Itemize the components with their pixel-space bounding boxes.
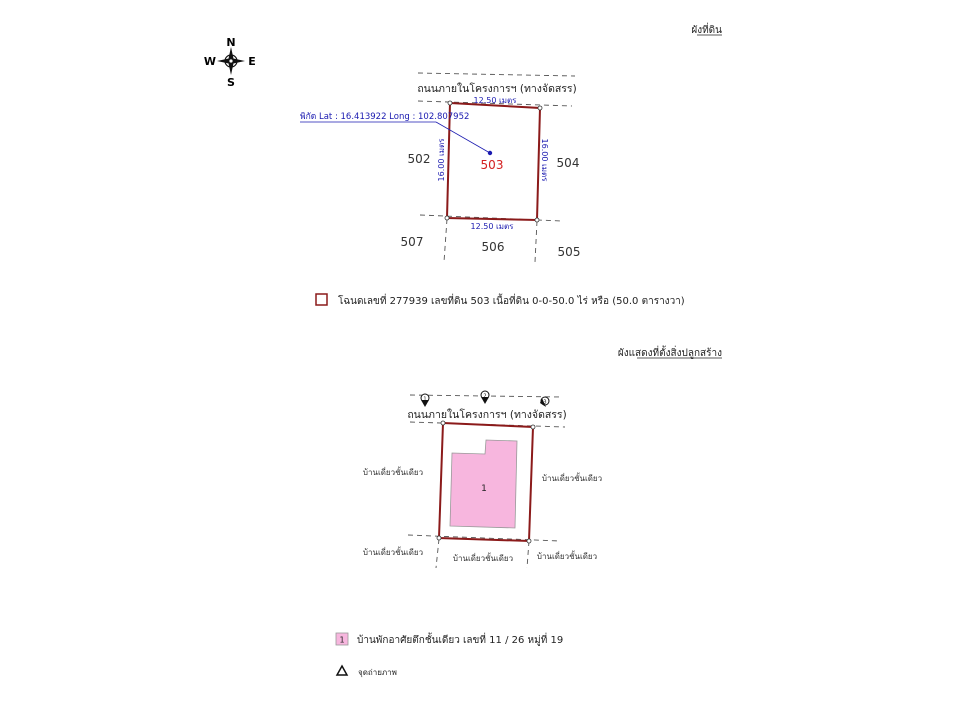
boundary-dashed-line [436,539,439,568]
building-plan [363,391,602,568]
photo-point-2-icon [481,391,489,404]
neighbor-plot-bottom: 506 [481,240,505,254]
neighbor-house-right: บ้านเดี่ยวชั้นเดียว [541,474,603,483]
boundary-marker [445,216,449,220]
compass-rose-icon [204,36,256,89]
compass-east: E [248,55,256,68]
boundary-marker [437,536,441,540]
boundary-marker [531,425,535,429]
photo-point-3-icon [540,397,549,407]
boundary-marker [527,539,531,543]
boundary-marker [441,421,445,425]
building-plan-title: ผังแสดงที่ตั้งสิ่งปลูกสร้าง [617,348,722,359]
neighbor-plot-left: 502 [407,152,431,166]
left-dimension: 16.00 เมตร [437,138,446,182]
building-legend-number: 1 [339,635,345,645]
boundary-marker [535,218,539,222]
boundary-marker [538,106,542,110]
neighbor-house-bottom-right: บ้านเดี่ยวชั้นเดียว [536,552,598,561]
building-road-label: ถนนภายในโครงการฯ (ทางจัดสรร) [407,409,567,421]
photo-point-label: 2 [483,393,487,400]
photo-point-legend-text: จุดถ่ายภาพ [358,668,397,677]
photo-point-1-icon [421,394,429,407]
coordinate-label: พิกัด Lat : 16.413922 Long : 102.807952 [300,112,470,122]
photo-point-legend-icon [337,666,347,675]
boundary-dashed-line [535,221,537,262]
boundary-dashed-line [444,219,447,262]
neighbor-plot-bottom-left: 507 [400,235,424,249]
land-road-label: ถนนภายในโครงการฯ (ทางจัดสรร) [417,83,577,95]
boundary-marker [448,101,452,105]
photo-point-label: 3 [543,399,547,406]
building-number: 1 [481,484,487,494]
neighbor-plot-right: 504 [556,156,580,170]
boundary-dashed-line [527,541,529,568]
land-plan [300,73,580,262]
compass-west: W [203,55,217,68]
land-legend [316,293,685,307]
neighbor-house-bottom-left: บ้านเดี่ยวชั้นเดียว [362,548,424,557]
right-dimension: 16.00 เมตร [540,138,549,182]
photo-point-label: 1 [423,396,427,403]
road-edge-line [418,73,575,76]
land-legend-text: โฉนดเลขที่ 277939 เลขที่ดิน 503 เนื้อที่ดิน 0-0-50.0 ไร่ หรือ (50.0 ตารางวา) [338,296,685,307]
land-legend-swatch [316,294,327,305]
plot-number: 503 [480,158,504,172]
compass-south: S [227,76,235,89]
compass-north: N [226,36,236,49]
top-dimension: 12.50 เมตร [473,96,517,105]
building-legend-text: บ้านพักอาศัยตึกชั้นเดียว เลขที่ 11 / 26 หมู่ที่ 19 [357,635,564,646]
coordinate-point-icon [488,151,492,155]
building-legend [336,632,563,677]
neighbor-plot-bottom-right: 505 [557,245,581,259]
bottom-dimension: 12.50 เมตร [470,222,514,231]
land-plan-title: ผังที่ดิน [691,25,722,36]
neighbor-house-left: บ้านเดี่ยวชั้นเดียว [362,468,424,477]
neighbor-house-bottom: บ้านเดี่ยวชั้นเดียว [452,554,514,563]
